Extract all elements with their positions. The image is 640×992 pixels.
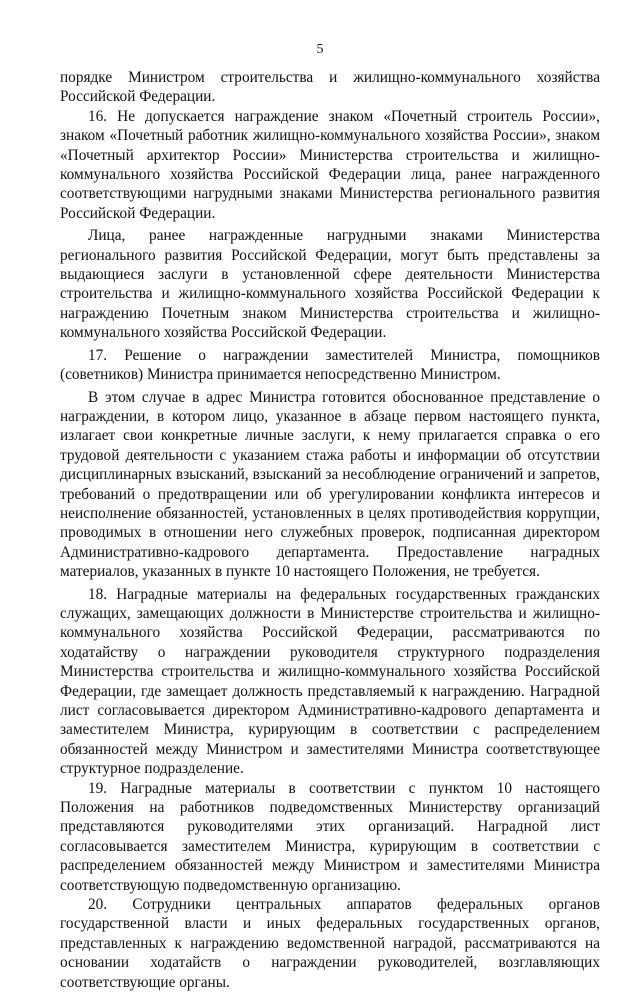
- paragraph-19: 19. Наградные материалы в соответствии с пунктом 10 настоящего Положения на работников подведомственных Министерству организаций представляются руководителями этих организаций. Наградной лист согласовывается заместителем Министра, курирующим в соответствии с распределением обязанностей между Министром и заместителями Министра соответствующую подведомственную организацию.: [60, 779, 600, 894]
- paragraph-18: 18. Наградные материалы на федеральных государственных гражданских служащих, замещающих должности в Министерстве строительства и жилищно-коммунального хозяйства Российской Федерации, рассматриваются по ходатайству о награждении руководителя структурного подразделения Министерства строительства и жилищно-коммунального хозяйства Российской Федерации, где замещает должность представляемый к награждению. Наградной лист согласовывается директором Административно-кадрового департамента и заместителем Министра, курирующим в соответствии с распределением обязанностей между Министром и заместителями Министра соответствующее структурное подразделение.: [60, 585, 600, 778]
- paragraph-16: 16. Не допускается награждение знаком «Почетный строитель России», знаком «Почетный работник жилищно-коммунального хозяйства России», знаком «Почетный архитектор России» Министерства строительства и жилищно-коммунального хозяйства Российской Федерации лица, ранее награжденного соответствующими нагрудными знаками Министерства регионального развития Российской Федерации.: [60, 107, 600, 222]
- paragraph-20: 20. Сотрудники центральных аппаратов федеральных органов государственной власти и иных федеральных государственных органов, представленных к награждению ведомственной наградой, рассматриваются на основании ходатайств о награждении руководителей, возглавляющих соответствующие органы.: [60, 896, 600, 991]
- paragraph-continuation: порядке Министром строительства и жилищно-коммунального хозяйства Российской Федерации.: [60, 69, 600, 106]
- paragraph-17-cont: В этом случае в адрес Министра готовится обоснованное представление о награждении, в котором лицо, указанное в абзаце первом настоящего пункта, излагает свои конкретные личные заслуги, к нему прилагается справка о его трудовой деятельности с указанием стажа работы и информации об отсутствии дисциплинарных взысканий, взысканий за несоблюдение ограничений и запретов, требований о предотвращении или об урегулировании конфликта интересов и неисполнение обязанностей, установленных в целях противодействия коррупции, проводимых в отношении него служебных проверок, подписанная директором Административно-кадрового департамента. Предоставление наградных материалов, указанных в пункте 10 настоящего Положения, не требуется.: [60, 388, 600, 581]
- document-body: [60, 68, 600, 992]
- page-number: 5: [316, 42, 324, 57]
- paragraph-17: 17. Решение о награждении заместителей Министра, помощников (советников) Министра принимается непосредственно Министром.: [60, 346, 600, 384]
- paragraph-16-cont: Лица, ранее награжденные нагрудными знаками Министерства регионального развития Российской Федерации, могут быть представлены за выдающиеся заслуги в установленной сфере деятельности Министерства строительства и жилищно-коммунального хозяйства Российской Федерации к награждению Почетным знаком Министерства строительства и жилищно-коммунального хозяйства Российской Федерации.: [60, 227, 600, 342]
